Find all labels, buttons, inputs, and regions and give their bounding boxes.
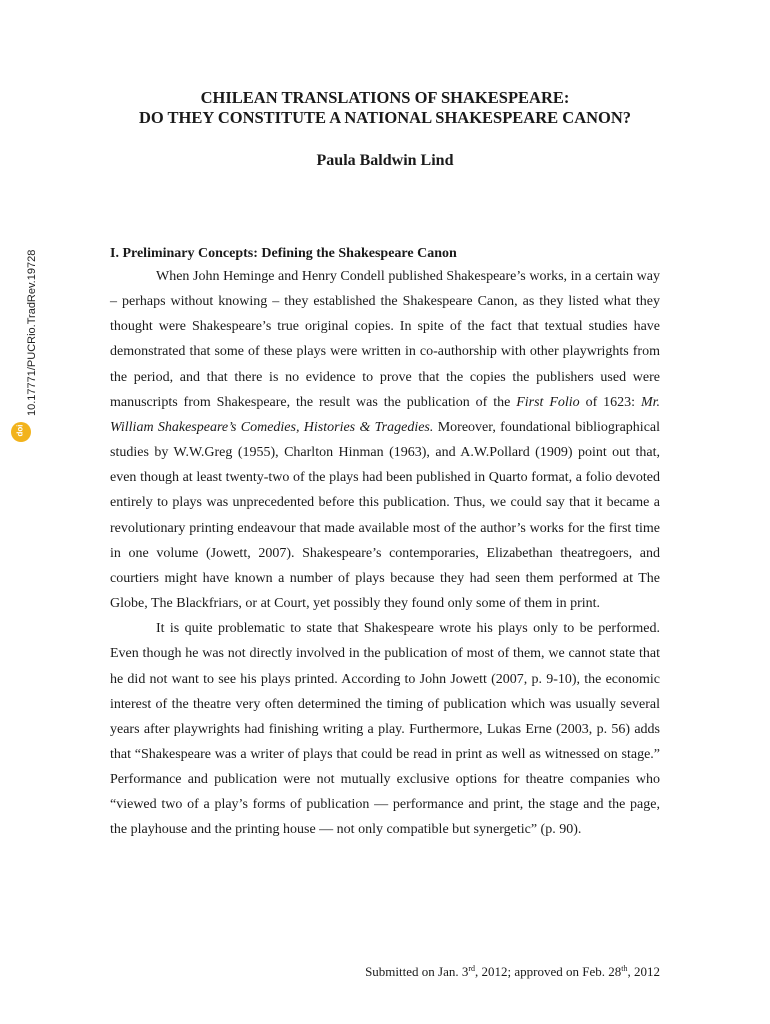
paragraph-2: It is quite problematic to state that Shakespeare wrote his plays only to be performed. Even though he was not directly involved in the publication of most of them, we cannot state that he did not want to see his plays printed. According to John Jowett (2007, p. 9-10), the economic interest of the theatre very often determined the timing of publication which was usually several years after playwrights had finishing writing a play. Furthermore, Lukas Erne (2003, p. 56) adds that “Shakespeare was a writer of plays that could be read in print as well as witnessed on stage.” Performance and publication were not mutually exclusive options for theatre companies who “viewed two of a play’s forms of publication — performance and print, the stage and the page, the playhouse and the printing house — not only compatible but synergetic” (p. 90).	[110, 621, 660, 838]
section-heading: I. Preliminary Concepts: Defining the Shakespeare Canon	[110, 246, 457, 261]
paper-title-line-1: CHILEAN TRANSLATIONS OF SHAKESPEARE:	[200, 88, 570, 107]
submission-note-text: , 2012	[627, 964, 660, 979]
ordinal-suffix: rd	[468, 964, 476, 973]
text-run: When John Heminge and Henry Condell published Shakespeare’s works, in a certain way – perhaps without knowing – they established the Shakespeare Canon, as they listed what they thought were Shakespeare’s true original copies. In spite of the fact that textual studies have demonstrated that some of these plays were written in co-authorship with other playwrights from the period, and that there is no evidence to prove that the copies the publishers used were manuscripts from Shakespeare, the result was the publication of the	[110, 269, 660, 410]
italic-title-run: First Folio	[516, 394, 580, 410]
doi-badge-icon[interactable]	[11, 422, 31, 442]
submission-note-text: , 2012; approved on Feb. 28	[475, 964, 622, 979]
submission-note	[365, 964, 660, 980]
ordinal-suffix: th	[621, 964, 628, 973]
doi-identifier[interactable]: 10.17771/PUCRio.TradRev.19728	[26, 249, 38, 416]
text-run: Moreover, foundational bibliographical studies by W.W.Greg (1955), Charlton Hinman (1963), and A.W.Pollard (1909) point out that, even though at least twenty-two of the plays had been published in Quarto format, a folio devoted entirely to plays was unprecedented before this publication. Thus, we could say that it became a revolutionary printing endeavour that made available most of the author’s works for the first time in one volume (Jowett, 2007). Shakespeare’s contemporaries, Elizabethan theatregoers, and courtiers might have known a number of plays because they had seen them performed at The Globe, The Blackfriars, or at Court, yet possibly they found only some of them in print.	[110, 419, 661, 612]
doi-badge-label: doi	[15, 424, 25, 437]
author-name: Paula Baldwin Lind	[316, 152, 454, 169]
paper-title-line-2: DO THEY CONSTITUTE A NATIONAL SHAKESPEARE CANON?	[138, 108, 632, 127]
body-text	[110, 264, 660, 843]
paragraph-1	[110, 264, 660, 616]
text-run: of 1623:	[579, 394, 641, 410]
submission-note-text: Submitted on Jan. 3	[365, 964, 469, 979]
italic-title-run: Mr. William Shakespeare’s Comedies, Histories & Tragedies.	[110, 394, 660, 435]
